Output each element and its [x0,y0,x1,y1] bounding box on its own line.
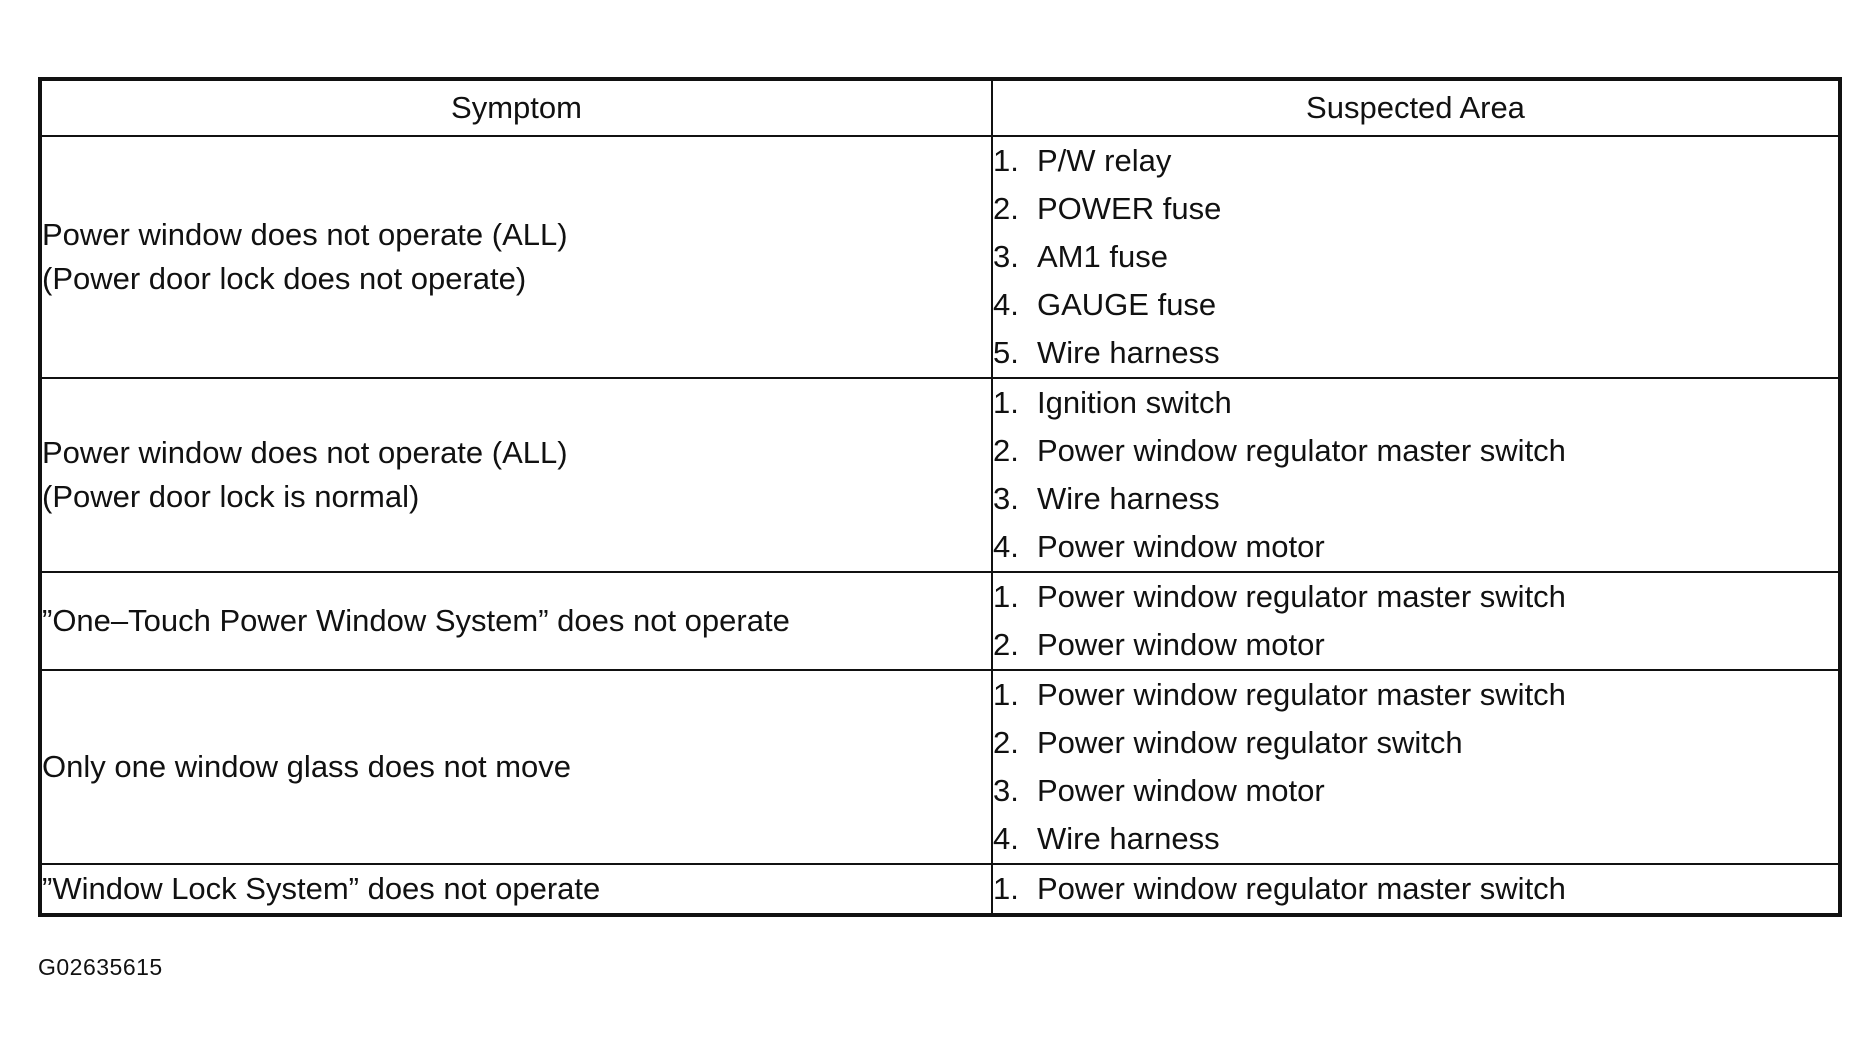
troubleshooting-table [38,77,1842,917]
suspected-area-text: Wire harness [1037,821,1220,856]
suspected-area-text: Power window regulator master switch [1037,433,1566,468]
suspected-area-list [993,573,1838,669]
list-item-number: 4. [993,287,1019,322]
list-item [993,671,1838,719]
list-item [993,767,1838,815]
symptom-cell [40,670,992,864]
list-item-number: 2. [993,627,1019,662]
symptom-text: (Power door lock does not operate) [42,261,527,296]
list-item-number: 2. [993,725,1019,760]
suspected-area-cell [992,136,1840,378]
suspected-area-text: Wire harness [1037,481,1220,516]
list-item [993,523,1838,571]
symptom-cell [40,572,992,670]
list-item [993,185,1838,233]
suspected-area-cell [992,864,1840,915]
suspected-area-text: Power window motor [1037,627,1325,662]
list-item-number: 4. [993,821,1019,856]
symptom-cell [40,136,992,378]
suspected-area-text: GAUGE fuse [1037,287,1217,322]
suspected-area-cell [992,378,1840,572]
suspected-area-text: Wire harness [1037,335,1220,370]
symptom-column-header: Symptom [40,79,992,136]
list-item-number: 1. [993,677,1019,712]
list-item-number: 5. [993,335,1019,370]
suspected-area-text: POWER fuse [1037,191,1222,226]
list-item [993,137,1838,185]
list-item-number: 1. [993,871,1019,906]
list-item-number: 1. [993,143,1019,178]
suspected-area-text: Power window regulator master switch [1037,579,1566,614]
suspected-area-text: AM1 fuse [1037,239,1168,274]
list-item [993,233,1838,281]
suspected-area-cell [992,572,1840,670]
list-item-number: 2. [993,191,1019,226]
list-item-number: 1. [993,385,1019,420]
list-item-number: 1. [993,579,1019,614]
list-item [993,621,1838,669]
suspected-area-list [993,865,1838,913]
suspected-area-list [993,379,1838,571]
list-item-number: 3. [993,481,1019,516]
symptom-text: ”Window Lock System” does not operate [42,871,601,906]
list-item [993,379,1838,427]
table-body [40,136,1840,915]
table-row [40,378,1840,572]
list-item-number: 3. [993,773,1019,808]
table-row [40,864,1840,915]
suspected-area-column-header: Suspected Area [992,79,1840,136]
list-item [993,719,1838,767]
list-item [993,475,1838,523]
symptom-text: Power window does not operate (ALL) [42,217,568,252]
symptom-cell [40,378,992,572]
list-item [993,427,1838,475]
list-item-number: 3. [993,239,1019,274]
figure-id: G02635615 [38,954,163,980]
table-row [40,136,1840,378]
list-item [993,329,1838,377]
list-item [993,865,1838,913]
suspected-area-text: P/W relay [1037,143,1172,178]
table-header-row [40,79,1840,136]
suspected-area-text: Power window motor [1037,773,1325,808]
list-item-number: 2. [993,433,1019,468]
list-item-number: 4. [993,529,1019,564]
suspected-area-list [993,137,1838,377]
list-item [993,281,1838,329]
table-row [40,572,1840,670]
list-item [993,815,1838,863]
suspected-area-text: Ignition switch [1037,385,1232,420]
suspected-area-text: Power window motor [1037,529,1325,564]
symptom-text: Power window does not operate (ALL) [42,435,568,470]
symptom-text: (Power door lock is normal) [42,479,420,514]
symptom-text: ”One–Touch Power Window System” does not operate [42,603,790,638]
suspected-area-cell [992,670,1840,864]
symptom-cell [40,864,992,915]
table-row [40,670,1840,864]
suspected-area-text: Power window regulator master switch [1037,871,1566,906]
symptom-text: Only one window glass does not move [42,749,572,784]
suspected-area-text: Power window regulator master switch [1037,677,1566,712]
troubleshooting-table-container [38,77,1838,917]
suspected-area-text: Power window regulator switch [1037,725,1463,760]
suspected-area-list [993,671,1838,863]
list-item [993,573,1838,621]
